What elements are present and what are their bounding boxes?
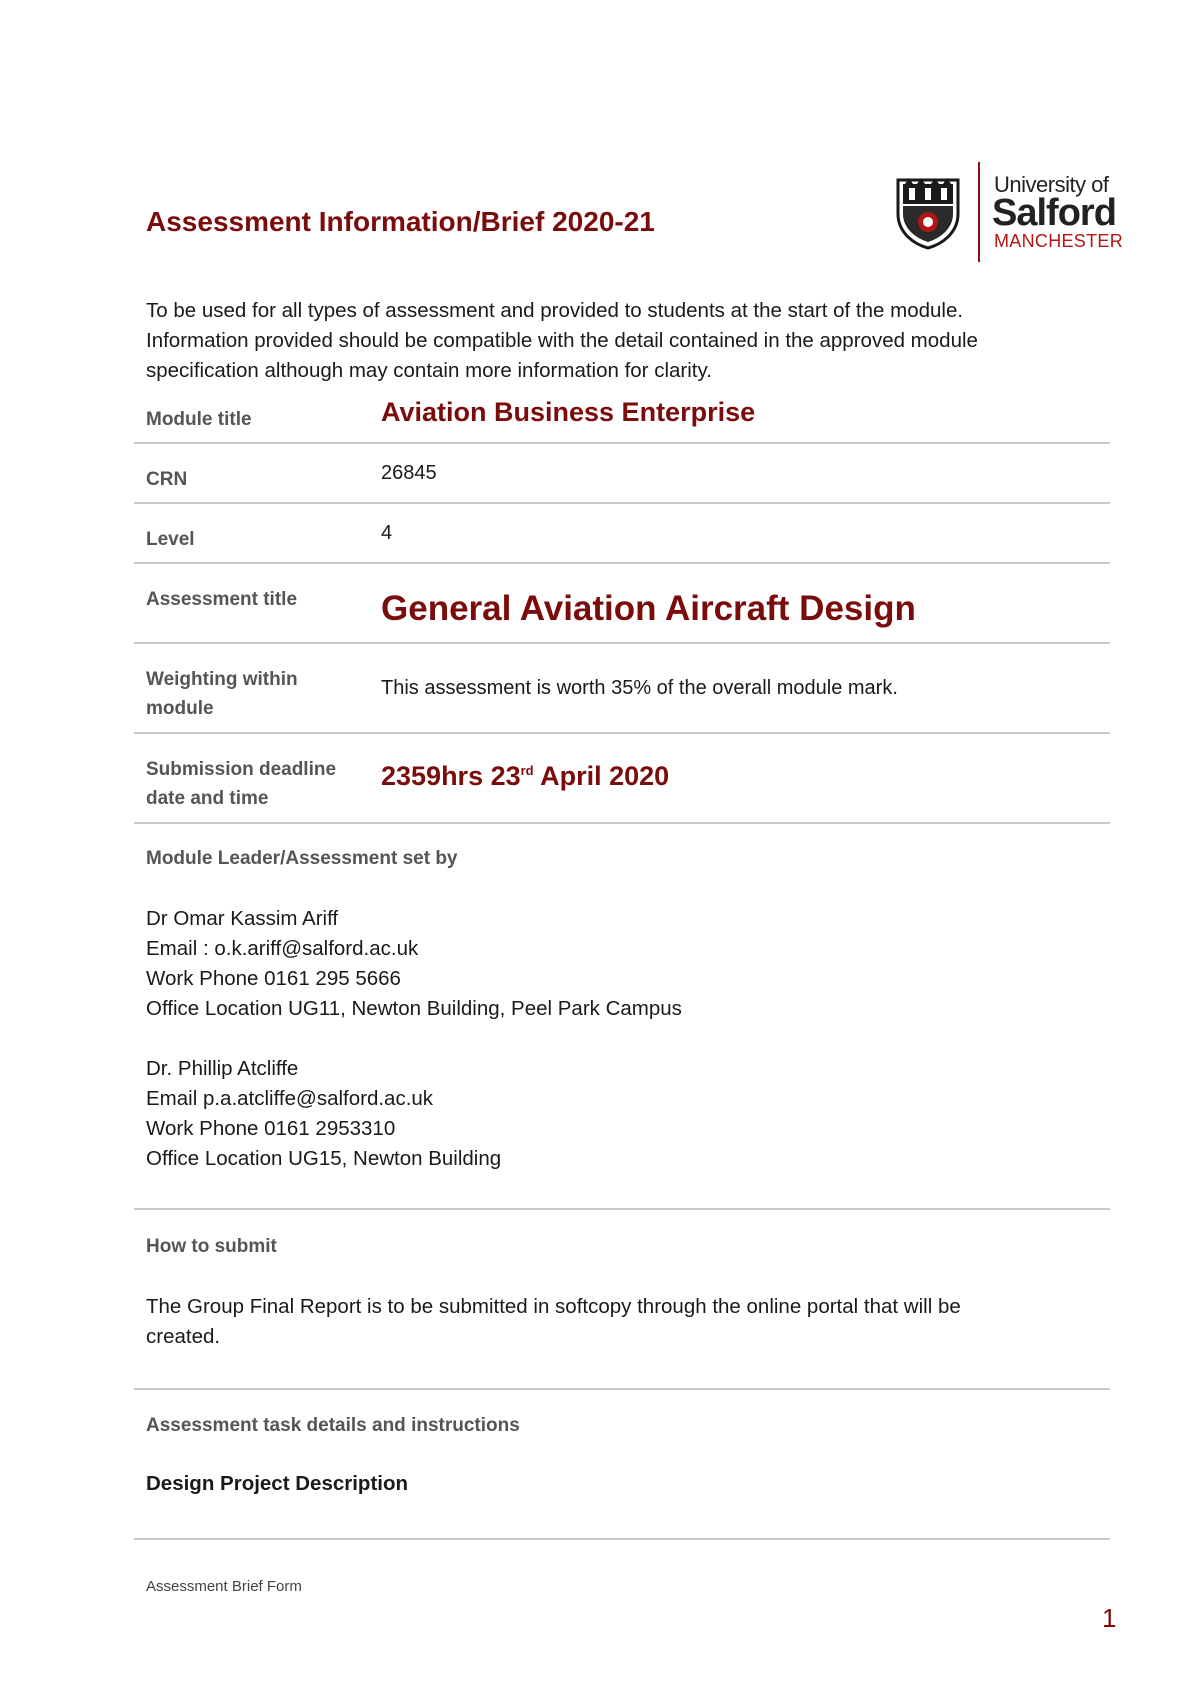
design-project-heading: Design Project Description xyxy=(146,1472,409,1495)
divider xyxy=(134,822,1110,824)
how-to-submit-text xyxy=(146,1292,1096,1352)
contact-email: Email : o.k.ariff@salford.ac.uk xyxy=(146,937,419,960)
divider xyxy=(134,1538,1110,1540)
intro-paragraph xyxy=(146,296,1096,386)
logo-salford: Salford xyxy=(992,192,1116,234)
divider xyxy=(134,502,1110,504)
intro-line: Information provided should be compatible with the detail contained in the approved module xyxy=(146,329,978,352)
how-to-submit-line: The Group Final Report is to be submitted in softcopy through the online portal that will be xyxy=(146,1295,961,1318)
divider xyxy=(134,1388,1110,1390)
intro-line: To be used for all types of assessment and provided to students at the start of the module. xyxy=(146,299,964,322)
divider xyxy=(134,642,1110,644)
level-value: 4 xyxy=(381,522,393,544)
contact-block-2 xyxy=(146,1054,501,1174)
deadline-label-line: date and time xyxy=(146,788,269,809)
assessment-title-value: General Aviation Aircraft Design xyxy=(381,589,916,628)
logo-university-of: University of xyxy=(994,172,1109,197)
how-to-submit-label: How to submit xyxy=(146,1236,277,1257)
university-crest-icon xyxy=(895,176,961,250)
assessment-title-label: Assessment title xyxy=(146,589,298,610)
contact-office: Office Location UG15, Newton Building xyxy=(146,1147,502,1170)
contact-name: Dr. Phillip Atcliffe xyxy=(146,1057,299,1080)
footer-form-name: Assessment Brief Form xyxy=(146,1578,302,1595)
weighting-label-line: Weighting within xyxy=(146,669,298,690)
module-title-value: Aviation Business Enterprise xyxy=(381,397,756,427)
module-leader-label: Module Leader/Assessment set by xyxy=(146,848,458,869)
page-number: 1 xyxy=(1102,1603,1117,1633)
contact-phone: Work Phone 0161 295 5666 xyxy=(146,967,401,990)
divider xyxy=(134,1208,1110,1210)
deadline-value-part1: 2359hrs 23 xyxy=(381,761,521,791)
contact-block-1 xyxy=(146,904,682,1024)
contact-name: Dr Omar Kassim Ariff xyxy=(146,907,339,930)
crn-label: CRN xyxy=(146,469,188,490)
module-title-label: Module title xyxy=(146,409,252,430)
weighting-label xyxy=(146,665,298,723)
deadline-value-part2: April 2020 xyxy=(533,761,670,791)
how-to-submit-line: created. xyxy=(146,1325,221,1348)
weighting-value: This assessment is worth 35% of the overall module mark. xyxy=(381,677,898,699)
contact-office: Office Location UG11, Newton Building, Peel Park Campus xyxy=(146,997,682,1020)
logo-manchester: MANCHESTER xyxy=(994,231,1124,251)
deadline-value xyxy=(381,761,669,792)
deadline-label xyxy=(146,755,336,813)
level-label: Level xyxy=(146,529,195,550)
divider xyxy=(134,732,1110,734)
weighting-label-line: module xyxy=(146,698,214,719)
deadline-value-suffix: rd xyxy=(520,763,534,778)
divider xyxy=(134,442,1110,444)
divider xyxy=(134,562,1110,564)
logo-divider xyxy=(978,162,980,262)
contact-phone: Work Phone 0161 2953310 xyxy=(146,1117,396,1140)
page-title: Assessment Information/Brief 2020-21 xyxy=(146,206,655,237)
crn-value: 26845 xyxy=(381,462,437,484)
deadline-label-line: Submission deadline xyxy=(146,759,337,780)
contact-email: Email p.a.atcliffe@salford.ac.uk xyxy=(146,1087,434,1110)
intro-line: specification although may contain more information for clarity. xyxy=(146,359,712,382)
task-details-label: Assessment task details and instructions xyxy=(146,1415,520,1436)
